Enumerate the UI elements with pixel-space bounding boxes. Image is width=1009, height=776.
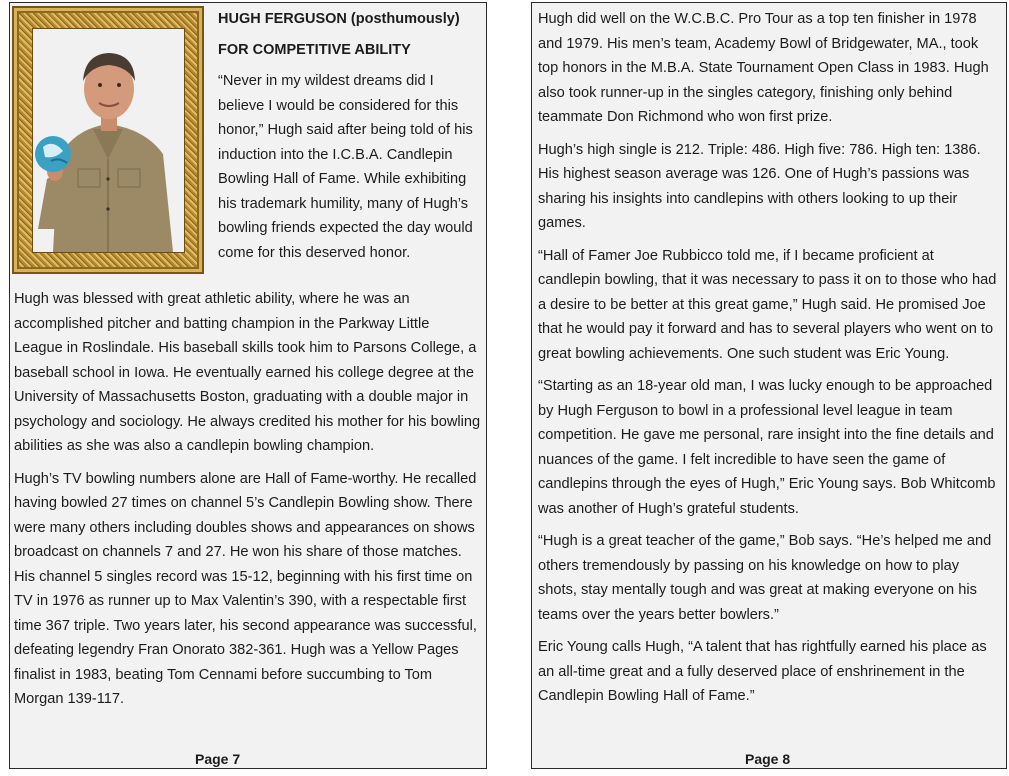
- intro-paragraph: “Never in my wildest dreams did I believe I would be considered for this honor,” Hugh said after being told of his induction into the I.C.B.A. Candlepin Bowling Hall of Fame. While exhibiting his trademark humility, many of Hugh’s bowling friends expected the day would come for this deserved honor.: [218, 73, 473, 261]
- body-paragraph: “Hugh is a great teacher of the game,” Bob says. “He’s helped me and others tremendously by passing on his knowledge on how to play shots, stay mentally tough and was great at making everyone on his teams over the years better bowlers.”: [538, 533, 992, 623]
- page-number: Page 7: [195, 751, 241, 767]
- body-paragraph: “Hall of Famer Joe Rubbicco told me, if I became proficient at candlepin bowling, that it was necessary to pass it on to those who had a desire to be better at this great game,” Hugh said. He promised Joe that he would pay it forward and has to several players who went on to great bowling achievements. One such student was Eric Young.: [538, 247, 997, 362]
- portrait-illustration: [33, 29, 184, 252]
- award-category-heading: FOR COMPETITIVE ABILITY: [218, 42, 411, 58]
- page-8: [531, 2, 1007, 769]
- portrait-photo: [32, 28, 185, 253]
- page-7-body: [14, 287, 482, 712]
- body-paragraph: Hugh did well on the W.C.B.C. Pro Tour as a top ten finisher in 1978 and 1979. His men’s team, Academy Bowl of Bridgewater, MA., took top honors in the M.B.A. State Tournament Open Class in 1983. Hugh also took runner-up in the singles category, finishing only behind teammate Don Richmond who won first prize.: [538, 11, 989, 125]
- inductee-name-heading: HUGH FERGUSON (posthumously): [218, 11, 460, 27]
- body-paragraph: Hugh’s TV bowling numbers alone are Hall of Fame-worthy. He recalled having bowled 27 times on channel 5’s Candlepin Bowling show. There were many others including doubles shows and appearances on shows broadcast on channels 7 and 27. He won his share of those matches. His channel 5 singles record was 15-12, beginning with his first time on TV in 1976 as runner up to Max Valentin’s 390, with a respectable first time 367 triple. Two years later, his second appearance was successful, defeating legendry Fran Onorato 382-361. Hugh was a Yellow Pages finalist in 1983, beating Tom Cennami before succumbing to Tom Morgan 139-117.: [14, 470, 477, 707]
- gold-picture-frame: [12, 6, 204, 274]
- page-7: [9, 2, 487, 769]
- body-paragraph: “Starting as an 18-year old man, I was lucky enough to be approached by Hugh Ferguson to bowl in a professional level league in team competition. He gave me personal, rare insight into the fine details and nuances of the game. I felt incredible to have seen the game of candlepins through the eyes of Hugh,” Eric Young says. Bob Whitcomb was another of Hugh’s grateful students.: [538, 378, 996, 517]
- page-8-body: [538, 7, 1000, 709]
- body-paragraph: Eric Young calls Hugh, “A talent that has rightfully earned his place as an all-time great and a fully deserved place of enshrinement in the Candlepin Bowling Hall of Fame.”: [538, 639, 987, 704]
- body-paragraph: Hugh was blessed with great athletic ability, where he was an accomplished pitcher and batting champion in the Parkway Little League in Roslindale. His baseball skills took him to Parsons College, a baseball school in Iowa. He eventually earned his college degree at the University of Massachusetts Boston, graduating with a double major in psychology and sociology. He always credited his mother for his bowling abilities as she was also a candlepin bowling champion.: [14, 291, 481, 454]
- body-paragraph: Hugh’s high single is 212. Triple: 486. High five: 786. High ten: 1386. His highest season average was 126. One of Hugh’s passions was sharing his insights into candlepins with others looking to up their games.: [538, 141, 981, 231]
- page-number: Page 8: [745, 751, 791, 767]
